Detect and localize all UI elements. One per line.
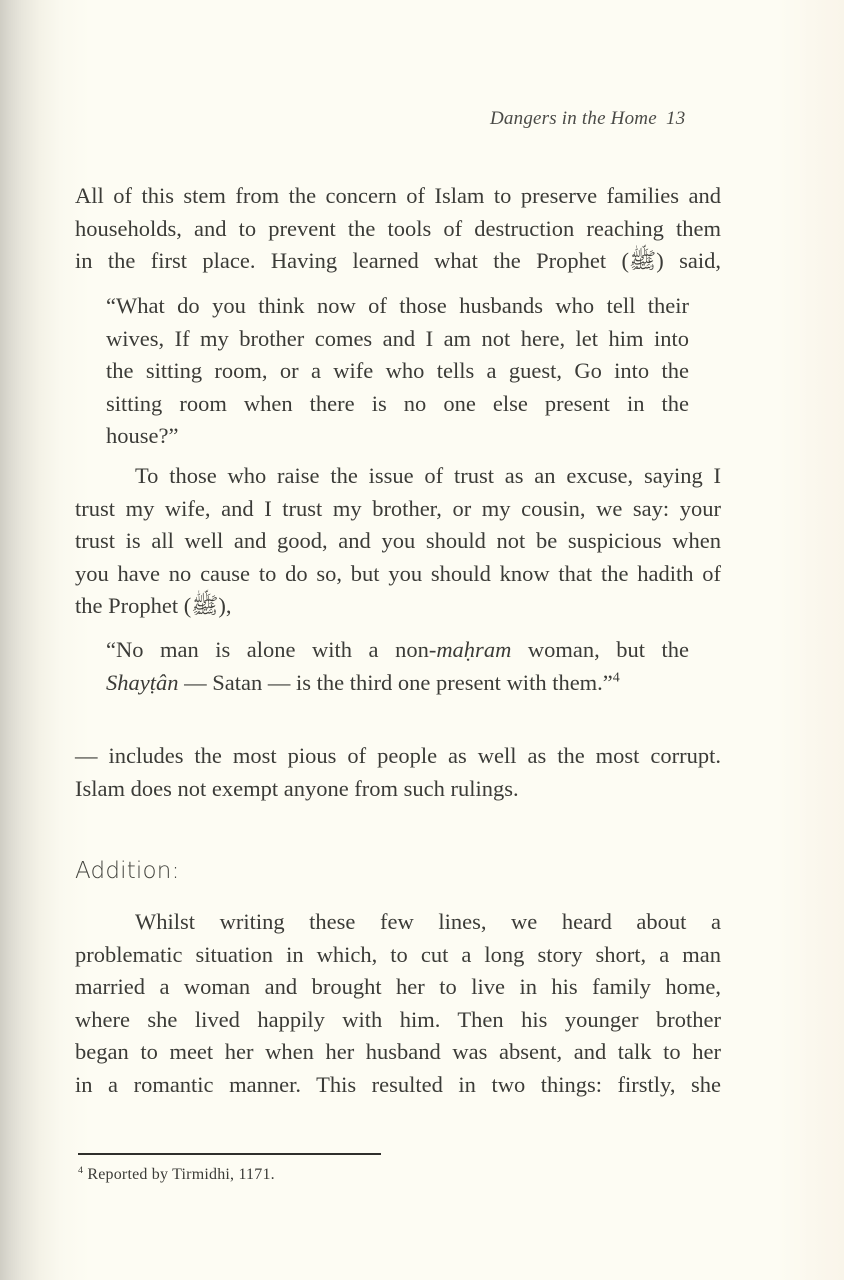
text-line: Islam does not exempt anyone from such rulings.	[75, 775, 519, 801]
italic-term-mahram: maḥram	[436, 637, 512, 662]
text-line: problematic situation in which, to cut a long story short, a man	[75, 941, 721, 967]
text-fragment: — Satan — is the third one present with them.”	[178, 669, 613, 695]
text-line: trust my wife, and I trust my brother, or my cousin, we say: your	[75, 495, 721, 521]
text-line: “What do you think now of those husbands who tell their	[106, 293, 689, 318]
text-line: the sitting room, or a wife who tells a guest, Go into the	[106, 358, 689, 383]
paragraph-addition	[75, 906, 721, 1101]
footnote-number: 4	[78, 1165, 84, 1177]
paragraph-trust	[75, 460, 721, 623]
text-fragment: “No man is alone with a non-	[106, 637, 437, 662]
running-head	[490, 108, 686, 130]
text-line: married a woman and brought her to live in his family home,	[75, 974, 721, 999]
text-line: in the first place. Having learned what the Prophet (ﷺ) said,	[75, 248, 721, 273]
text-line: households, and to prevent the tools of destruction reaching them	[75, 215, 721, 241]
text-fragment: woman, but the	[511, 637, 689, 662]
footnote-reference[interactable]: 4	[612, 670, 620, 686]
footnote-text: Reported by Tirmidhi, 1171.	[87, 1166, 275, 1183]
text-line: in a romantic manner. This resulted in two things: firstly, she	[75, 1071, 721, 1097]
chapter-title: Dangers in the Home	[490, 108, 657, 129]
text-line: began to meet her when her husband was absent, and talk to her	[75, 1039, 721, 1064]
page-number: 13	[666, 108, 686, 129]
text-line: Whilst writing these few lines, we heard about a	[135, 909, 721, 934]
italic-term-shaytan: Shayṭân	[106, 669, 179, 695]
footnote	[78, 1166, 275, 1184]
paragraph-intro	[75, 180, 721, 278]
paragraph-conclusion	[75, 740, 721, 805]
text-line: sitting room when there is no one else present in the	[106, 390, 689, 416]
text-line: house?”	[106, 423, 179, 448]
block-quote-hadith	[106, 634, 689, 699]
text-line: the Prophet (ﷺ),	[75, 593, 232, 618]
text-line: you have no cause to do so, but you should know that the hadith of	[75, 560, 721, 586]
footnote-divider	[78, 1153, 381, 1155]
text-line: trust is all well and good, and you should not be suspicious when	[75, 528, 721, 553]
text-line: To those who raise the issue of trust as an excuse, saying I	[135, 463, 721, 488]
text-line: where she lived happily with him. Then his younger brother	[75, 1006, 721, 1032]
text-line: wives, If my brother comes and I am not here, let him into	[106, 325, 689, 351]
text-line: — includes the most pious of people as well as the most corrupt.	[75, 743, 721, 768]
section-heading: Addition:	[75, 858, 180, 884]
text-line: All of this stem from the concern of Islam to preserve families and	[75, 183, 721, 208]
block-quote-husbands	[106, 290, 689, 453]
